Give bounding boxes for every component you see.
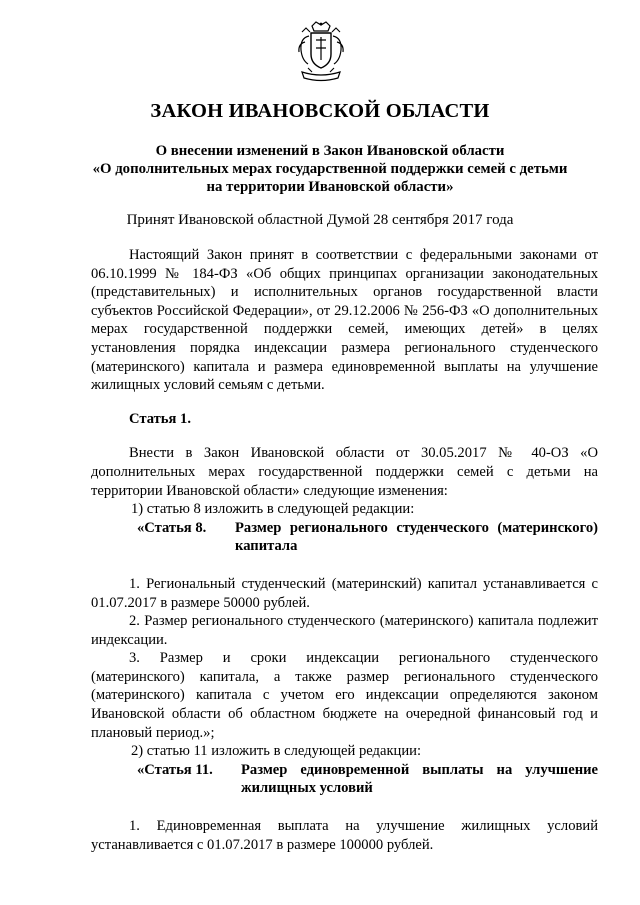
amendment-item-2: 2) статью 11 изложить в следующей редакции: <box>131 743 422 760</box>
article-8-name: Размер регионального студенческого (материнского) капитала <box>235 519 598 555</box>
article-1-heading: Статья 1. <box>129 410 191 427</box>
subtitle-line: на территории Ивановской области» <box>206 179 454 195</box>
article-8-paragraph: 3. Размер и сроки индексации регионального студенческого (материнского) капитала, а также размер регионального студенческого (материнского) капитала с учетом его индексации определяются законом Ивановской области об областном бюджете на очередной финансовый год и плановый период.»; <box>91 650 598 741</box>
law-subtitle <box>70 142 590 196</box>
article-8-paragraph: 2. Размер регионального студенческого (материнского) капитала подлежит индексации. <box>91 613 598 648</box>
article-1-intro: Внести в Закон Ивановской области от 30.05.2017 № 40-ОЗ «О дополнительных мерах государственной поддержки семей с детьми на территории Ивановской области» следующие изменения: <box>91 445 598 499</box>
coat-of-arms-icon <box>292 20 350 84</box>
amendment-item-1: 1) статью 8 изложить в следующей редакции: <box>131 501 415 518</box>
subtitle-line: О внесении изменений в Закон Ивановской области <box>155 143 505 159</box>
article-11-name: Размер единовременной выплаты на улучшение жилищных условий <box>241 761 598 797</box>
article-11-paragraph: 1. Единовременная выплата на улучшение жилищных условий устанавливается с 01.07.2017 в размере 100000 рублей. <box>91 818 598 853</box>
article-8-paragraph: 1. Региональный студенческий (материнский) капитал устанавливается с 01.07.2017 в размере 50000 рублей. <box>91 575 598 611</box>
article-11-number: «Статья 11. <box>137 761 213 778</box>
article-11-title <box>91 761 598 798</box>
law-body <box>91 246 598 854</box>
preamble: Настоящий Закон принят в соответствии с федеральными законами от 06.10.1999 № 184-ФЗ «Об общих принципах организации законодательных (представительных) и исполнительных органов государственной власти субъектов Российской Федерации», от 29.12.2006 № 256-ФЗ «О дополнительных мерах государственной поддержки семей, имеющих детей» в целях установления порядка индексации размера регионального студенческого (материнского) капитала и размера единовременной выплаты на улучшение жилищных условий семьям с детьми. <box>91 247 598 394</box>
subtitle-line: «О дополнительных мерах государственной поддержки семей с детьми <box>92 161 568 177</box>
law-title: ЗАКОН ИВАНОВСКОЙ ОБЛАСТИ <box>150 100 490 122</box>
article-8-number: «Статья 8. <box>137 519 207 536</box>
article-8-title <box>91 519 598 556</box>
adoption-date: Принят Ивановской областной Думой 28 сентября 2017 года <box>126 212 514 228</box>
